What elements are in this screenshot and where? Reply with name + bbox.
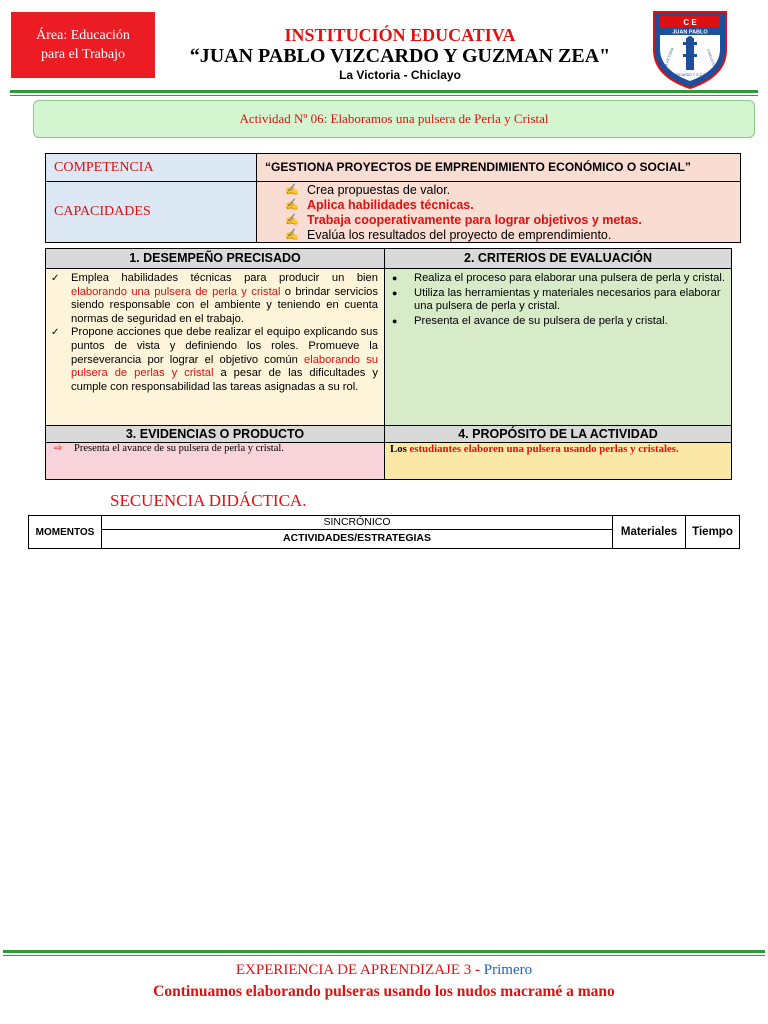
- capacidad-item: [285, 198, 740, 213]
- proposito-body: [384, 442, 732, 480]
- pen-icon: ✍: [285, 214, 299, 226]
- capacidad-item: [285, 228, 740, 243]
- criterio-item: [390, 315, 725, 329]
- momentos-header: MOMENTOS: [28, 515, 102, 549]
- competencia-label: COMPETENCIA: [45, 153, 257, 182]
- criterios-header: 2. CRITERIOS DE EVALUACIÓN: [384, 248, 732, 269]
- criterio-item: [390, 287, 725, 314]
- capacidades-list: [256, 181, 741, 243]
- school-crest-logo: [650, 8, 730, 90]
- institution-name: “JUAN PABLO VIZCARDO Y GUZMAN ZEA": [189, 45, 611, 67]
- desempeno-text: [71, 272, 378, 326]
- actividades-header: ACTIVIDADES/ESTRATEGIAS: [101, 529, 613, 549]
- evidencia-text: Presenta el avance de su pulsera de perla y cristal.: [74, 443, 284, 454]
- area-line-1: Área: Educación: [36, 28, 130, 43]
- desempeno-text: [71, 326, 378, 394]
- crest-banner: JUAN PABLO: [672, 29, 708, 36]
- crest-top-letters: C E: [683, 18, 697, 27]
- footer-divider-thick: [3, 950, 765, 953]
- capacidad-text: Trabaja cooperativamente para lograr objetivos y metas.: [307, 213, 642, 227]
- header-divider-thick: [10, 90, 758, 93]
- activity-title-box: [33, 100, 755, 138]
- bullet-icon: ●: [392, 287, 398, 298]
- area-label-box: [11, 12, 155, 78]
- pen-icon: ✍: [285, 199, 299, 211]
- criterio-text: Realiza el proceso para elaborar una pulsera de perla y cristal.: [414, 272, 725, 284]
- desempeno-item: [51, 272, 378, 326]
- capacidad-text: Aplica habilidades técnicas.: [307, 198, 474, 212]
- capacidad-item: [285, 213, 740, 228]
- capacidad-text: Crea propuestas de valor.: [307, 183, 451, 197]
- criterio-text: Presenta el avance de su pulsera de perla y cristal.: [414, 314, 668, 327]
- evidencias-body: [45, 442, 385, 480]
- checkmark-icon: ✓: [51, 273, 60, 284]
- proposito-text: Los: [390, 443, 410, 455]
- capacidad-item: [285, 183, 740, 198]
- secuencia-title: SECUENCIA DIDÁCTICA.: [110, 491, 307, 510]
- proposito-header: 4. PROPÓSITO DE LA ACTIVIDAD: [384, 425, 732, 443]
- desempeno-header: 1. DESEMPEÑO PRECISADO: [45, 248, 385, 269]
- criterio-item: [390, 272, 725, 286]
- footer-grade: Primero: [483, 962, 533, 978]
- crest-side-left: LA VICTORIA: [663, 46, 675, 69]
- crest-bottom: VIZCARDO Y G.Z.A.: [673, 73, 707, 77]
- criterios-body: [384, 268, 732, 426]
- checkmark-icon: ✓: [51, 327, 60, 339]
- materiales-header: Materiales: [612, 515, 686, 549]
- pen-icon: ✍: [285, 184, 299, 196]
- text-segment: a pesar de las dificultades y cumple con responsabilidad las tareas asignadas a su rol.: [71, 367, 378, 393]
- area-line-2: para el Trabajo: [41, 47, 125, 62]
- arrow-right-icon: ⇨: [54, 443, 63, 454]
- text-segment: Propone acciones que debe realizar el equipo explicando sus puntos de vista y definiendo los roles. Promueve la perseverancia por lograr el objetivo común: [71, 326, 378, 366]
- desempeno-item: [51, 326, 378, 394]
- header-divider-thin: [10, 95, 758, 96]
- bullet-icon: ●: [392, 315, 398, 326]
- competencia-value: “GESTIONA PROYECTOS DE EMPRENDIMIENTO ECONÓMICO O SOCIAL”: [256, 153, 741, 182]
- institution-location: La Victoria - Chiclayo: [339, 68, 461, 82]
- tiempo-header: Tiempo: [685, 515, 740, 549]
- highlighted-segment: elaborando una pulsera de perla y cristal: [71, 285, 281, 298]
- evidencias-header: 3. EVIDENCIAS O PRODUCTO: [45, 425, 385, 443]
- criterio-text: Utiliza las herramientas y materiales necesarios para elaborar una pulsera de perla y cristal.: [414, 286, 721, 313]
- proposito-highlight: estudiantes elaboren una pulsera usando perlas y cristales.: [409, 443, 679, 455]
- text-segment: o brindar servicios siendo responsable con el ambiente y teniendo en cuenta normas de seguridad en el trabajo.: [71, 285, 379, 325]
- pen-icon: ✍: [285, 229, 299, 241]
- activity-title: Actividad Nº 06: Elaboramos una pulsera de Perla y Cristal: [239, 111, 549, 126]
- capacidades-label: CAPACIDADES: [45, 181, 257, 243]
- text-segment: Emplea habilidades técnicas para producir un bien: [71, 272, 378, 284]
- bullet-icon: ●: [392, 273, 398, 283]
- sincronico-header: SINCRÓNICO: [101, 515, 613, 530]
- crest-side-right: CHICLAYO: [706, 48, 716, 67]
- capacidad-text: Evalúa los resultados del proyecto de emprendimiento.: [307, 228, 612, 242]
- footer-experience-text: EXPERIENCIA DE APRENDIZAJE 3 -: [235, 962, 484, 978]
- footer-experience: [0, 962, 768, 979]
- institution-heading: INSTITUCIÓN EDUCATIVA: [284, 25, 516, 45]
- desempeno-body: [45, 268, 385, 426]
- highlighted-segment: elaborando su pulsera de perlas y cristal: [71, 353, 378, 380]
- footer-subtitle: Continuamos elaborando pulseras usando los nudos macramé a mano: [153, 983, 615, 1000]
- footer-divider-thin: [3, 955, 765, 956]
